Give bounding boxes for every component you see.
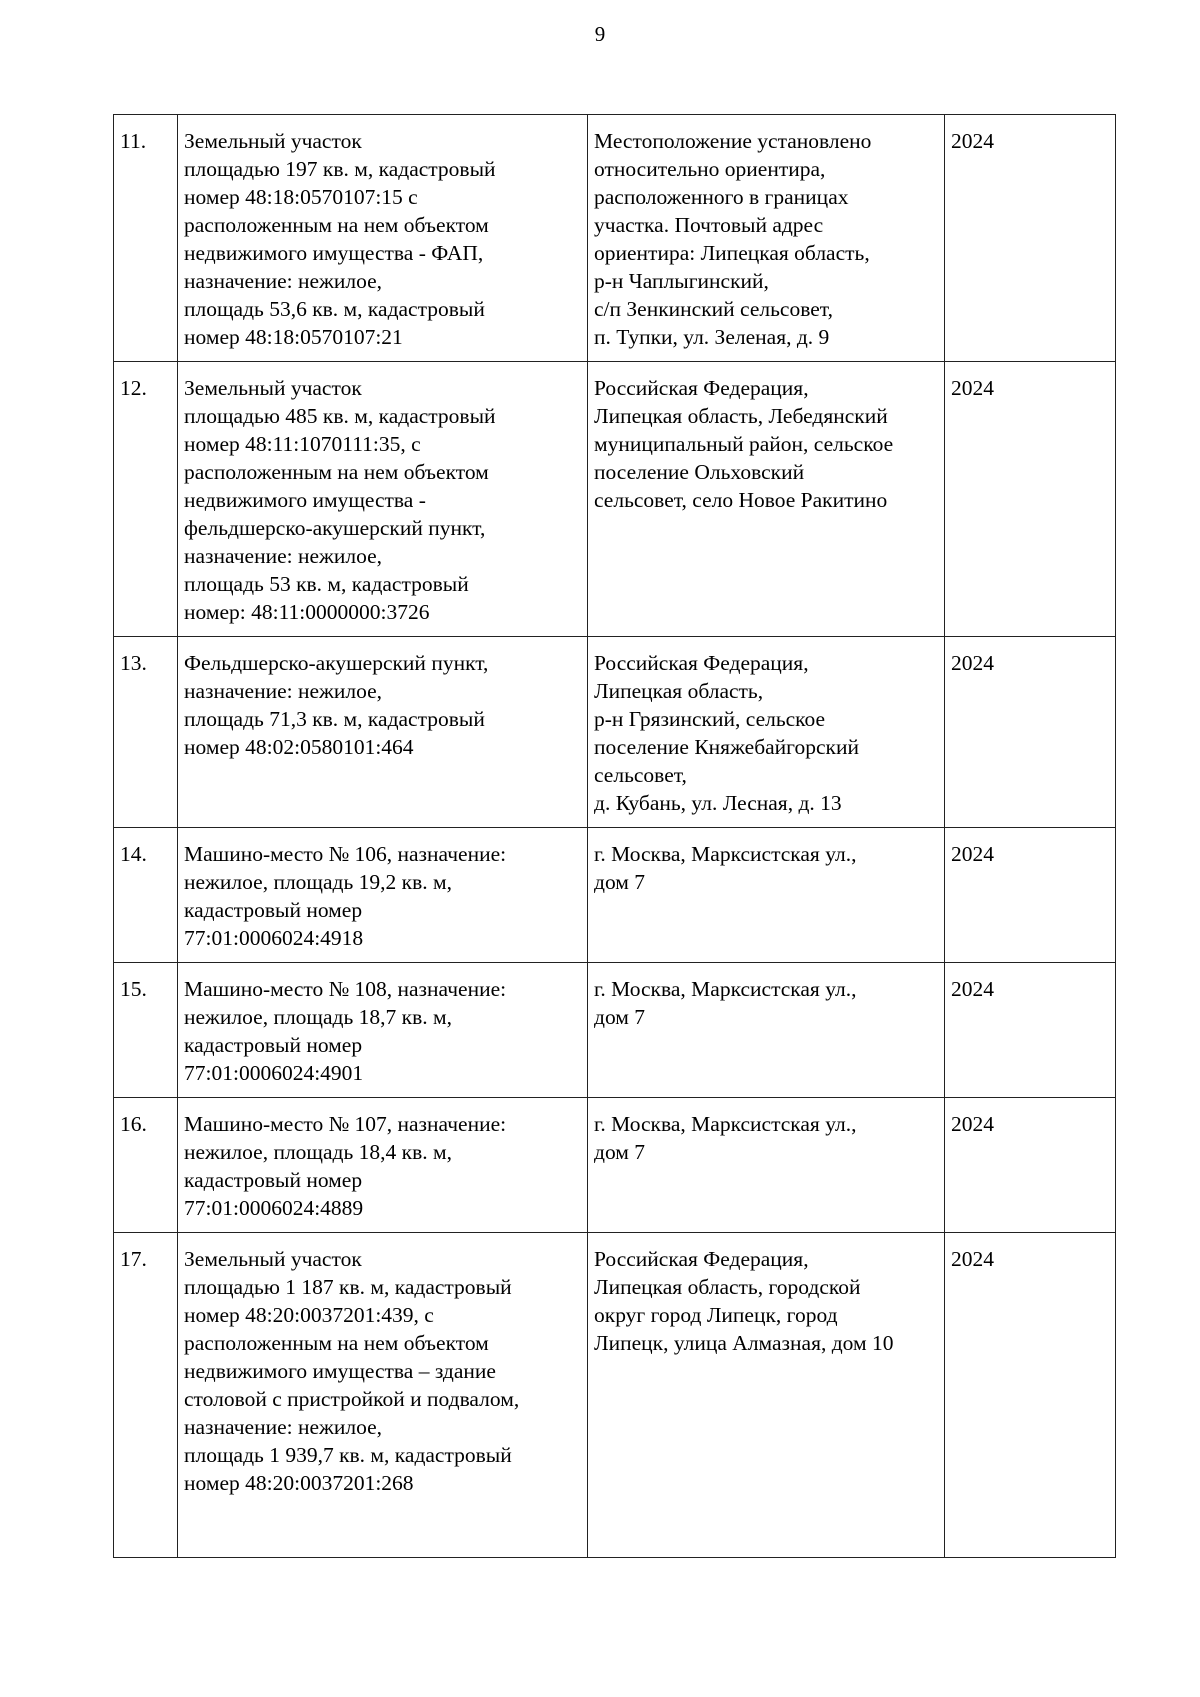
table-row [114,362,1116,637]
object-location: Местоположение установлено относительно ориентира, расположенного в границах участка. Почтовый адрес ориентира: Липецкая область, р-н Чаплыгинский, с/п Зенкинский сельсовет, п. Тупки, ул. Зеленая, д. 9 [588,115,945,362]
row-number: 15. [114,963,178,1098]
row-number: 17. [114,1233,178,1558]
table-row [114,963,1116,1098]
object-location: Российская Федерация, Липецкая область, Лебедянский муниципальный район, сельское поселение Ольховский сельсовет, село Новое Ракитино [588,362,945,637]
table-row [114,828,1116,963]
table-row [114,637,1116,828]
table-row [114,1233,1116,1558]
privatization-year: 2024 [945,1098,1116,1233]
privatization-year: 2024 [945,362,1116,637]
row-number: 16. [114,1098,178,1233]
privatization-year: 2024 [945,963,1116,1098]
privatization-year: 2024 [945,115,1116,362]
row-number: 11. [114,115,178,362]
object-location: г. Москва, Марксистская ул., дом 7 [588,1098,945,1233]
object-description: Машино-место № 107, назначение: нежилое, площадь 18,4 кв. м, кадастровый номер 77:01:0006024:4889 [178,1098,588,1233]
object-description: Земельный участок площадью 1 187 кв. м, кадастровый номер 48:20:0037201:439, с расположенным на нем объектом недвижимого имущества – здание столовой с пристройкой и подвалом, назначение: нежилое, площадь 1 939,7 кв. м, кадастровый номер 48:20:0037201:268 [178,1233,588,1558]
object-location: г. Москва, Марксистская ул., дом 7 [588,963,945,1098]
object-location: Российская Федерация, Липецкая область, городской округ город Липецк, город Липецк, улица Алмазная, дом 10 [588,1233,945,1558]
object-location: Российская Федерация, Липецкая область, р-н Грязинский, сельское поселение Княжебайгорский сельсовет, д. Кубань, ул. Лесная, д. 13 [588,637,945,828]
object-location: г. Москва, Марксистская ул., дом 7 [588,828,945,963]
object-description: Земельный участок площадью 197 кв. м, кадастровый номер 48:18:0570107:15 с расположенным на нем объектом недвижимого имущества - ФАП, назначение: нежилое, площадь 53,6 кв. м, кадастровый номер 48:18:0570107:21 [178,115,588,362]
row-number: 14. [114,828,178,963]
object-description: Машино-место № 106, назначение: нежилое, площадь 19,2 кв. м, кадастровый номер 77:01:0006024:4918 [178,828,588,963]
table-row [114,1098,1116,1233]
row-number: 12. [114,362,178,637]
object-description: Машино-место № 108, назначение: нежилое, площадь 18,7 кв. м, кадастровый номер 77:01:0006024:4901 [178,963,588,1098]
privatization-year: 2024 [945,637,1116,828]
row-number: 13. [114,637,178,828]
privatization-year: 2024 [945,1233,1116,1558]
property-table [113,114,1116,1558]
object-description: Земельный участок площадью 485 кв. м, кадастровый номер 48:11:1070111:35, с расположенным на нем объектом недвижимого имущества - фельдшерско-акушерский пункт, назначение: нежилое, площадь 53 кв. м, кадастровый номер: 48:11:0000000:3726 [178,362,588,637]
privatization-year: 2024 [945,828,1116,963]
object-description: Фельдшерско-акушерский пункт, назначение: нежилое, площадь 71,3 кв. м, кадастровый номер 48:02:0580101:464 [178,637,588,828]
page-number: 9 [594,22,606,46]
table-row [114,115,1116,362]
